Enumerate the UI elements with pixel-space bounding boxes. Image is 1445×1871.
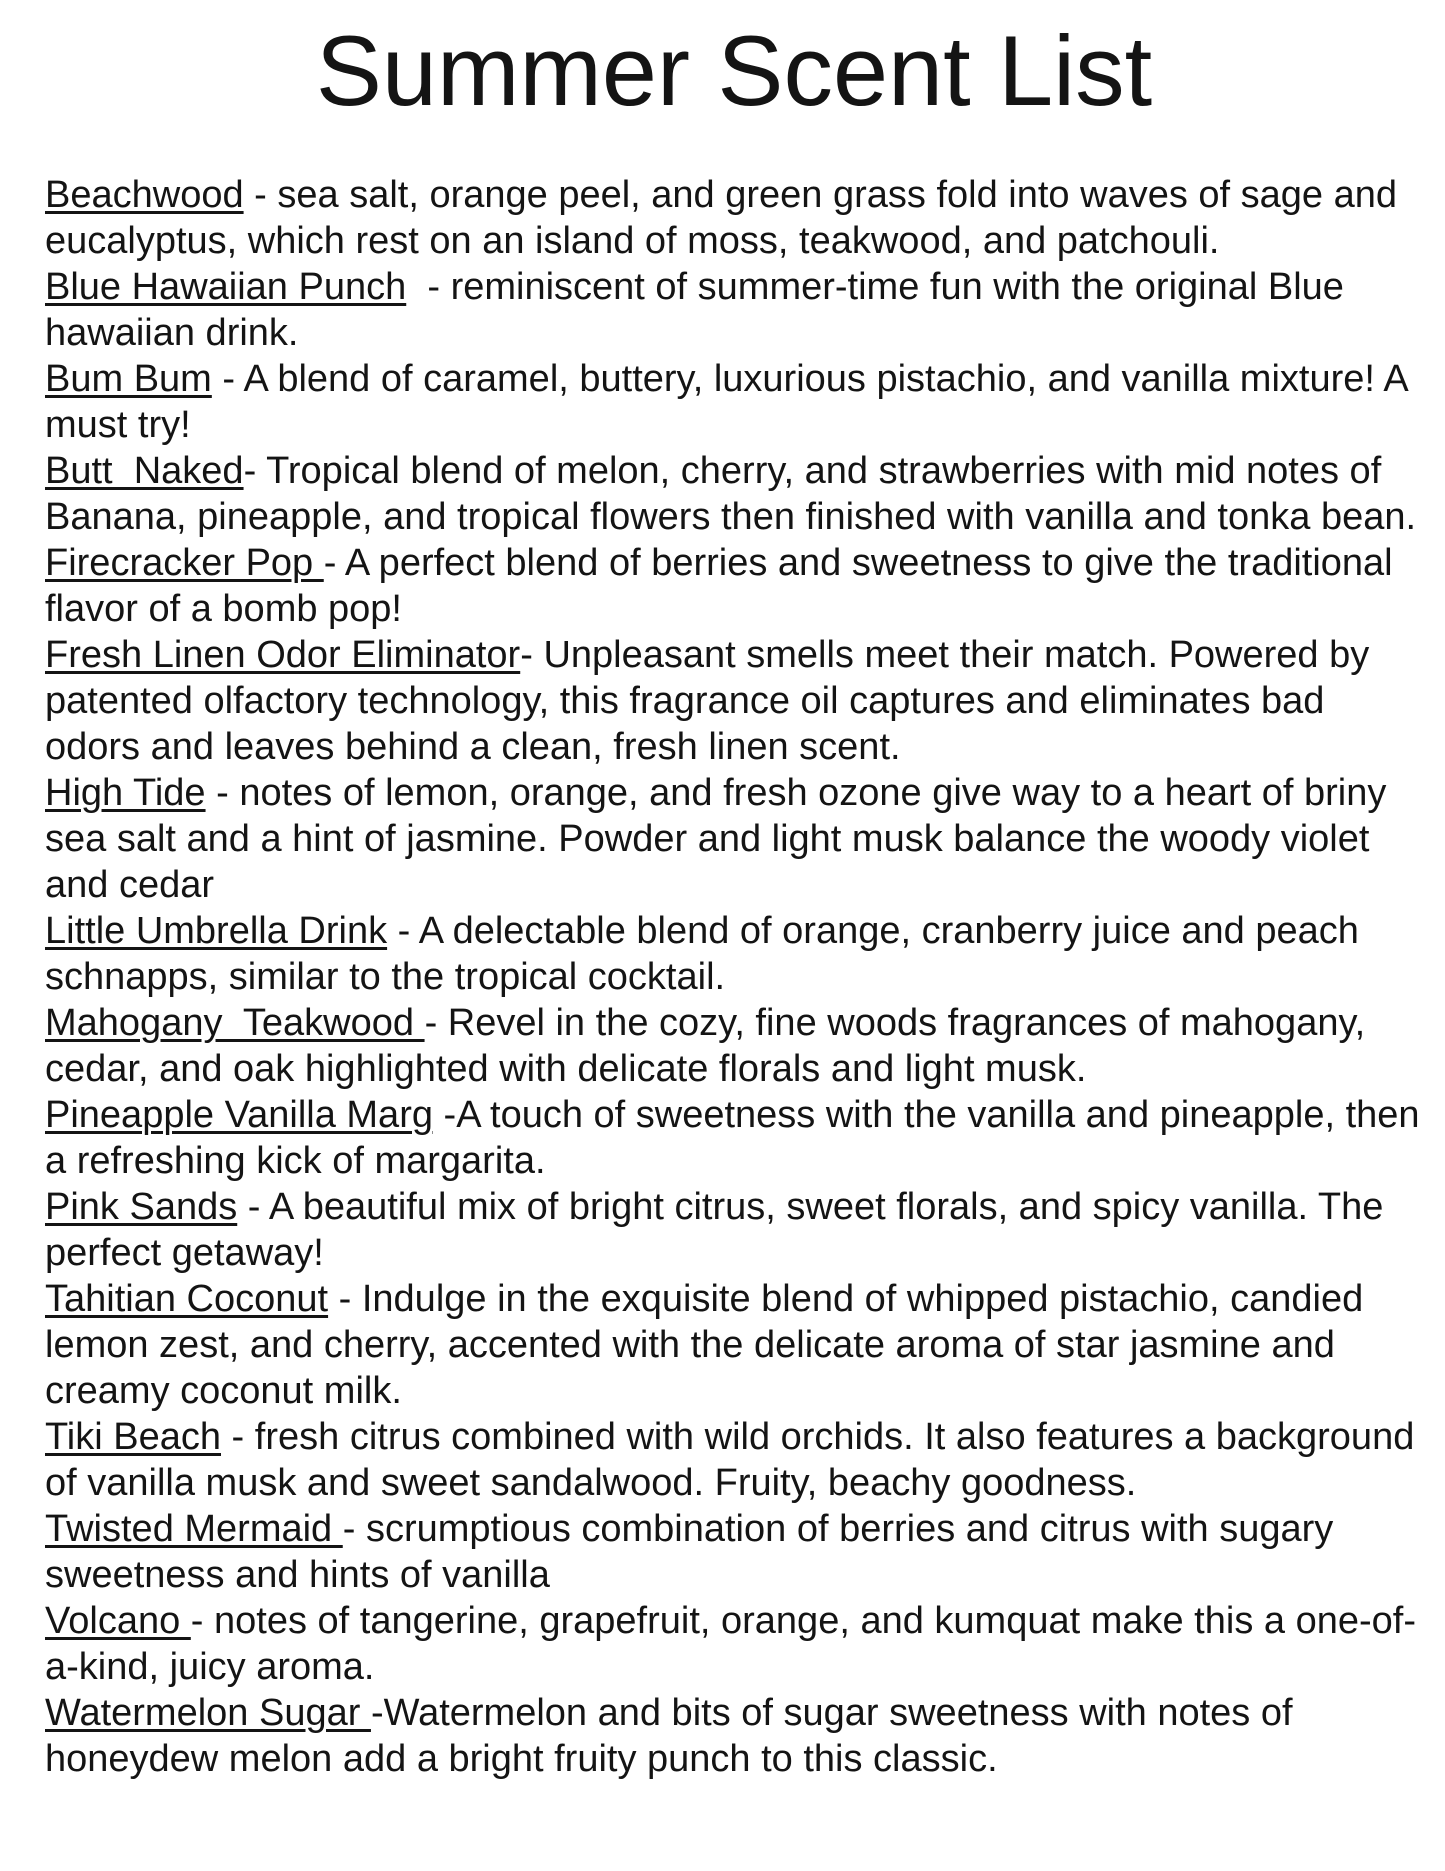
scent-separator: - [328, 1278, 362, 1320]
scent-separator: - [387, 910, 419, 952]
scent-separator: - [211, 358, 244, 400]
scent-name: Twisted Mermaid [45, 1508, 343, 1550]
scent-name: Fresh Linen Odor Eliminator [45, 634, 521, 676]
scent-separator: - [342, 1508, 366, 1550]
scent-description: notes of lemon, orange, and fresh ozone give way to a heart of briny sea salt and a hint of jasmine. Powder and light musk balance the woody violet and cedar [45, 772, 1397, 906]
scent-name: Tiki Beach [45, 1416, 221, 1458]
scent-name: Pink Sands [45, 1186, 238, 1228]
scent-entry [45, 1092, 1431, 1184]
scent-description: A touch of sweetness with the vanilla and pineapple, then a refreshing kick of margarita. [45, 1094, 1431, 1182]
scent-name: Watermelon Sugar [45, 1692, 371, 1734]
page-title: Summer Scent List [315, 15, 1153, 126]
scent-separator: - [243, 174, 278, 216]
scent-separator: - [237, 1186, 269, 1228]
scent-entry [45, 1000, 1423, 1092]
scent-name: Bum Bum [45, 358, 212, 400]
scent-entry [45, 264, 1423, 356]
scent-separator: - [432, 1094, 457, 1136]
scent-description: scrumptious combination of berries and citrus with sugary sweetness and hints of vanilla [45, 1508, 1344, 1596]
scent-description: Tropical blend of melon, cherry, and strawberries with mid notes of Banana, pineapple, and tropical flowers then finished with vanilla and tonka bean. [45, 450, 1417, 538]
scent-entry [45, 1276, 1423, 1414]
scent-entry [45, 172, 1423, 264]
scent-name: Blue Hawaiian Punch [45, 266, 407, 308]
scent-separator: - [243, 450, 267, 492]
scent-separator: - [520, 634, 544, 676]
scent-name: Little Umbrella Drink [45, 910, 388, 952]
scent-description: Unpleasant smells meet their match. Powered by patented olfactory technology, this fragrance oil captures and eliminates bad odors and leaves behind a clean, fresh linen scent. [45, 634, 1380, 768]
scent-entry [45, 1690, 1423, 1782]
scent-separator: - [190, 1600, 215, 1642]
scent-entry [45, 632, 1423, 770]
scent-name: Firecracker Pop [45, 542, 324, 584]
scent-entry [45, 1506, 1423, 1598]
scent-description: A perfect blend of berries and sweetness to give the traditional flavor of a bomb pop! [45, 542, 1404, 630]
scent-entry [45, 770, 1423, 908]
scent-description: Revel in the cozy, fine woods fragrances of mahogany, cedar, and oak highlighted with delicate florals and light musk. [45, 1002, 1376, 1090]
scent-description: A delectable blend of orange, cranberry juice and peach schnapps, similar to the tropical cocktail. [45, 910, 1370, 998]
scent-entry [45, 540, 1423, 632]
scent-description: sea salt, orange peel, and green grass fold into waves of sage and eucalyptus, which rest on an island of moss, teakwood, and patchouli. [45, 174, 1408, 262]
scent-description: A blend of caramel, buttery, luxurious pistachio, and vanilla mixture! A must try! [45, 358, 1418, 446]
scent-name: Volcano [45, 1600, 191, 1642]
scent-name: Tahitian Coconut [45, 1278, 329, 1320]
scent-description: notes of tangerine, grapefruit, orange, and kumquat make this a one-of-a-kind, juicy aroma. [45, 1600, 1416, 1688]
scent-entry [45, 908, 1423, 1000]
scent-separator: - [406, 266, 451, 308]
scent-name: High Tide [45, 772, 206, 814]
scent-entry [45, 1414, 1423, 1506]
scent-entry [45, 1598, 1423, 1690]
scent-list [45, 172, 1431, 1782]
scent-separator: - [323, 542, 345, 584]
scent-name: Butt Naked [45, 450, 244, 492]
scent-entry [45, 448, 1423, 540]
scent-description: Indulge in the exquisite blend of whipped pistachio, candied lemon zest, and cherry, accented with the delicate aroma of star jasmine and creamy coconut milk. [45, 1278, 1374, 1412]
scent-description: Watermelon and bits of sugar sweetness with notes of honeydew melon add a bright fruity punch to this classic. [45, 1692, 1304, 1780]
scent-separator: - [424, 1002, 448, 1044]
scent-separator: - [221, 1416, 255, 1458]
scent-description: fresh citrus combined with wild orchids. It also features a background of vanilla musk and sweet sandalwood. Fruity, beachy goodness. [45, 1416, 1425, 1504]
scent-name: Pineapple Vanilla Marg [45, 1094, 433, 1136]
scent-separator: - [205, 772, 240, 814]
scent-description: A beautiful mix of bright citrus, sweet florals, and spicy vanilla. The perfect getaway! [45, 1186, 1394, 1274]
scent-name: Mahogany Teakwood [45, 1002, 425, 1044]
scent-separator: - [370, 1692, 384, 1734]
scent-description: reminiscent of summer-time fun with the original Blue hawaiian drink. [45, 266, 1355, 354]
scent-name: Beachwood [45, 174, 244, 216]
scent-entry [45, 1184, 1423, 1276]
scent-entry [45, 356, 1423, 448]
